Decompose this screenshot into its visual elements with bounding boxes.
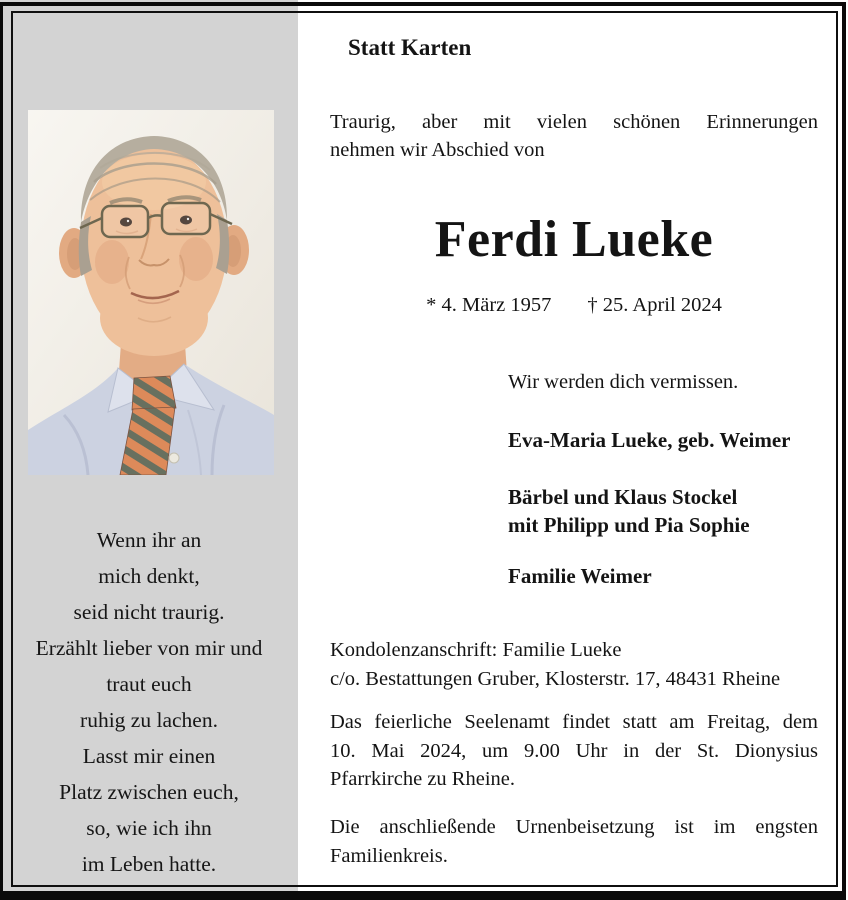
- service-info: [330, 708, 818, 794]
- death-date: † 25. April 2024: [587, 294, 722, 316]
- condolence-line: c/o. Bestattungen Gruber, Klosterstr. 17, 48431 Rheine: [330, 667, 781, 690]
- intro-line: Traurig, aber mit vielen schönen Erinnerungen: [330, 111, 818, 133]
- poem-line: im Leben hatte.: [81, 852, 217, 876]
- burial-line: Familienkreis.: [330, 845, 448, 867]
- poem-line: seid nicht traurig.: [73, 600, 225, 624]
- poem-line: Wenn ihr an: [96, 528, 202, 552]
- portrait-photo: [28, 110, 274, 475]
- poem-line: traut euch: [106, 672, 192, 696]
- poem-line: Platz zwischen euch,: [59, 780, 239, 804]
- deceased-name: Ferdi Lueke: [434, 211, 714, 268]
- mourner-line: mit Philipp und Pia Sophie: [508, 513, 750, 537]
- intro-text: [330, 108, 818, 164]
- burial-info: [330, 813, 818, 871]
- poem-line: ruhig zu lachen.: [80, 708, 218, 732]
- shirt-button: [169, 453, 179, 463]
- mourner-wife: Eva-Maria Lueke, geb. Weimer: [508, 428, 791, 452]
- condolence-address: [330, 636, 818, 693]
- poem-line: Erzählt lieber von mir und: [35, 636, 263, 660]
- birth-date: * 4. März 1957: [426, 294, 552, 316]
- life-dates: [330, 292, 818, 319]
- service-line: Das feierliche Seelenamt findet statt am Freitag, dem: [330, 711, 818, 733]
- intro-line: nehmen wir Abschied von: [330, 139, 545, 161]
- condolence-line: Kondolenzanschrift: Familie Lueke: [330, 639, 622, 661]
- mourner-family-stockel: [508, 483, 750, 539]
- poem-line: mich denkt,: [98, 564, 200, 588]
- service-line: 10. Mai 2024, um 9.00 Uhr in der St. Dionysius: [330, 739, 818, 762]
- farewell-text: Wir werden dich vermissen.: [508, 371, 739, 393]
- mourner-family-weimer: Familie Weimer: [508, 564, 652, 588]
- memorial-poem: [4, 522, 294, 882]
- portrait-photo-svg: [28, 110, 274, 475]
- poem-line: so, wie ich ihn: [86, 816, 212, 840]
- burial-line: Die anschließende Urnenbeisetzung ist im engsten: [330, 816, 818, 838]
- service-line: Pfarrkirche zu Rheine.: [330, 768, 515, 790]
- statt-karten-label: Statt Karten: [348, 35, 472, 60]
- poem-line: Lasst mir einen: [82, 744, 216, 768]
- mourner-line: Bärbel und Klaus Stockel: [508, 485, 738, 509]
